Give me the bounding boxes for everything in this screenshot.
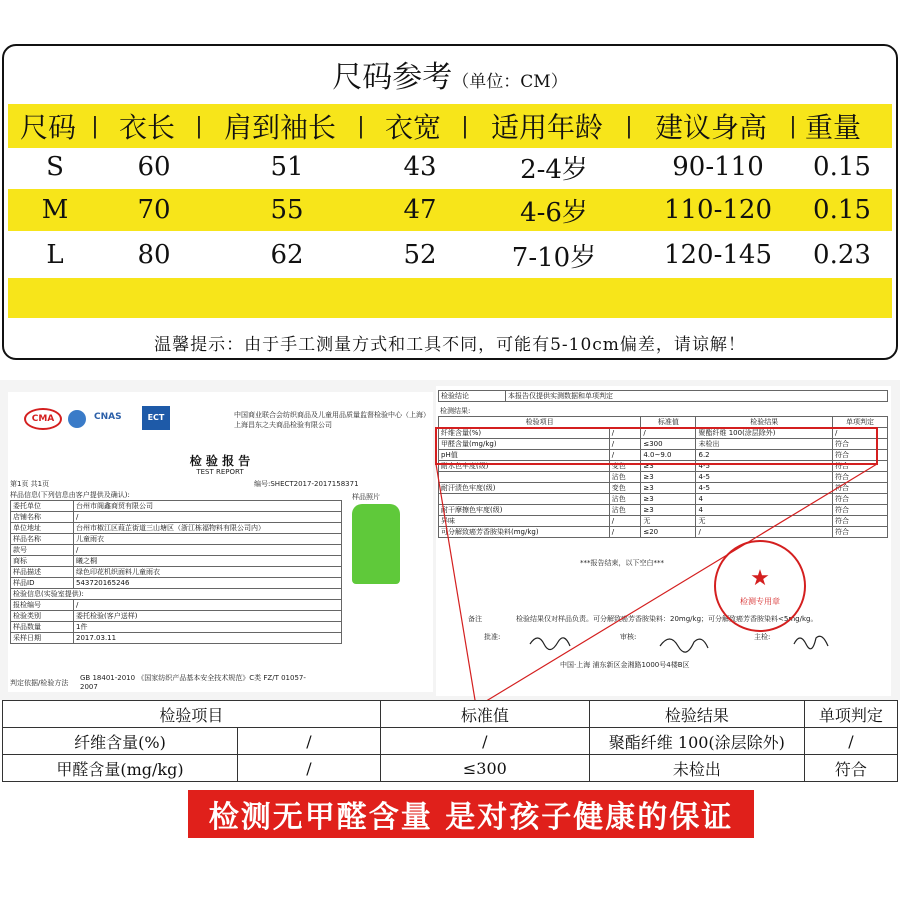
col-header: 检验结果 bbox=[696, 417, 833, 428]
cell: ≤300 bbox=[641, 439, 696, 450]
info-label: 采样日期 bbox=[11, 633, 74, 644]
info-label: 检验类别 bbox=[11, 611, 74, 622]
cma-logo: CMA bbox=[24, 408, 62, 430]
table-row bbox=[3, 728, 898, 755]
sign-main-label: 主检: bbox=[754, 633, 771, 641]
header-sleeve: 肩到袖长 bbox=[223, 111, 336, 144]
blank-note: ***报告结束，以下空白*** bbox=[580, 559, 664, 567]
enlarged-results-table bbox=[2, 700, 898, 782]
header-width: 衣宽 bbox=[384, 111, 441, 144]
cell-length: 70 bbox=[137, 195, 171, 225]
info-label: 报检编号 bbox=[11, 600, 74, 611]
cell-height: 120-145 bbox=[663, 240, 773, 270]
page-info: 第1页 共1页 bbox=[10, 480, 50, 488]
col-header: 检验项目 bbox=[439, 417, 641, 428]
cell: ≤300 bbox=[380, 755, 589, 782]
col-header: 单项判定 bbox=[804, 701, 897, 728]
cell: 符合 bbox=[833, 439, 888, 450]
cell: 无 bbox=[641, 516, 696, 527]
col-header: 检验结果 bbox=[589, 701, 804, 728]
cell-height: 110-120 bbox=[663, 195, 773, 225]
section-lab-info: 检验信息(实验室提供): bbox=[11, 589, 342, 600]
org-line2: 上海昌东之夫商品检验有限公司 bbox=[234, 421, 332, 429]
method-label: 判定依据/检验方法 bbox=[10, 679, 69, 687]
cell: ≤20 bbox=[641, 527, 696, 538]
separator: | bbox=[461, 113, 469, 139]
info-value: 5437201​65246 bbox=[74, 578, 342, 589]
cell: ≥3 bbox=[641, 494, 696, 505]
info-value: 委托检验(客户送样) bbox=[74, 611, 342, 622]
table-row bbox=[3, 755, 898, 782]
cell: 4.0~9.0 bbox=[641, 450, 696, 461]
cell: 4-5 bbox=[696, 472, 833, 483]
note-value: 检验结果仅对样品负责。可分解致癌芳香胺染料：20mg/kg；可分解致癌芳香胺染料<5mg/kg。 bbox=[516, 615, 818, 623]
header-length: 衣长 bbox=[118, 111, 175, 144]
cell: 4-5 bbox=[696, 483, 833, 494]
cell: 未检出 bbox=[696, 439, 833, 450]
cell: 符合 bbox=[833, 450, 888, 461]
separator: | bbox=[625, 113, 633, 139]
separator: | bbox=[91, 113, 99, 139]
cell-size: M bbox=[41, 195, 69, 225]
cell: 变色 bbox=[609, 483, 641, 494]
cell-weight: 0.23 bbox=[813, 240, 871, 270]
cell-age: 7-10岁 bbox=[511, 242, 597, 273]
cell: 符合 bbox=[804, 755, 897, 782]
cell: 纤维含量(%) bbox=[3, 728, 238, 755]
info-value: / bbox=[74, 545, 342, 556]
note-label: 备注 bbox=[468, 615, 482, 623]
cell: 符合 bbox=[833, 494, 888, 505]
info-value: 曦之桐 bbox=[74, 556, 342, 567]
section-sample-info: 样品信息(下列信息由客户提供及确认): bbox=[10, 491, 130, 499]
cell: / bbox=[609, 450, 641, 461]
cell: 甲醛含量(mg/kg) bbox=[3, 755, 238, 782]
report-address: 中国·上海 浦东新区金湘路1000号4楼B区 bbox=[560, 661, 690, 669]
info-label: 单位地址 bbox=[11, 523, 74, 534]
cell: ≥3 bbox=[641, 505, 696, 516]
cell-length: 80 bbox=[137, 240, 171, 270]
info-value: / bbox=[74, 512, 342, 523]
cell-age: 4-6岁 bbox=[520, 197, 588, 228]
star-icon: ★ bbox=[750, 566, 770, 591]
cell: ≥3 bbox=[641, 461, 696, 472]
cell: 沾色 bbox=[609, 494, 641, 505]
info-value: 台州市椒江区葭芷街道三山塘区（浙江栋福物料有限公司内） bbox=[74, 523, 342, 534]
cell: / bbox=[804, 728, 897, 755]
cell: / bbox=[609, 439, 641, 450]
info-label: 样品数量 bbox=[11, 622, 74, 633]
sign-review-label: 审核: bbox=[620, 633, 637, 641]
cell: 符合 bbox=[833, 483, 888, 494]
report-title: 检 验 报 告 bbox=[189, 454, 251, 468]
separator: | bbox=[357, 113, 365, 139]
promo-banner: 检测无甲醛含量 是对孩子健康的保证 bbox=[188, 790, 754, 838]
info-value: 绿色印花机织面料儿童雨衣 bbox=[74, 567, 342, 578]
header-age: 适用年龄 bbox=[490, 111, 603, 144]
photo-label: 样品照片 bbox=[352, 493, 380, 501]
cell: / bbox=[380, 728, 589, 755]
cell: 沾色 bbox=[609, 505, 641, 516]
info-label: 样品名称 bbox=[11, 534, 74, 545]
cell: 符合 bbox=[833, 516, 888, 527]
info-value: 台州市阁鑫商贸有限公司 bbox=[74, 501, 342, 512]
cell-width: 43 bbox=[403, 152, 437, 182]
cell: 沾色 bbox=[609, 472, 641, 483]
report-number: 编号:SHECT2017-2017158371 bbox=[254, 480, 359, 488]
cell: 4-5 bbox=[696, 461, 833, 472]
cell: 4 bbox=[696, 505, 833, 516]
cell: ≥3 bbox=[641, 472, 696, 483]
cell: 符合 bbox=[833, 461, 888, 472]
cell: / bbox=[696, 527, 833, 538]
cell: 聚酯纤维 100(涂层除外) bbox=[696, 428, 833, 439]
conclusion-value: 本报告仅提供实测数据和单项判定 bbox=[506, 391, 888, 402]
cell: 耐水色牢度(级) bbox=[439, 461, 610, 472]
sign-approve-label: 批准: bbox=[484, 633, 501, 641]
info-label: 款号 bbox=[11, 545, 74, 556]
info-label: 商标 bbox=[11, 556, 74, 567]
cell: / bbox=[609, 428, 641, 439]
cell: 无 bbox=[696, 516, 833, 527]
col-header: 标准值 bbox=[380, 701, 589, 728]
info-label: 样品ID bbox=[11, 578, 74, 589]
separator: | bbox=[789, 113, 797, 139]
cell: pH值 bbox=[439, 450, 610, 461]
cell-weight: 0.15 bbox=[813, 152, 871, 182]
cell-sleeve: 51 bbox=[270, 152, 304, 182]
cell: / bbox=[833, 428, 888, 439]
cell: 6.2 bbox=[696, 450, 833, 461]
cell: 甲醛含量(mg/kg) bbox=[439, 439, 610, 450]
ect-logo: ECT bbox=[142, 406, 170, 430]
cell-weight: 0.15 bbox=[813, 195, 871, 225]
cell-sleeve: 62 bbox=[270, 240, 304, 270]
info-value: 儿童雨衣 bbox=[74, 534, 342, 545]
cell: 纤维含量(%) bbox=[439, 428, 610, 439]
cell: 变色 bbox=[609, 461, 641, 472]
info-label: 委托单位 bbox=[11, 501, 74, 512]
cell-length: 60 bbox=[137, 152, 171, 182]
size-chart-title-text: 尺码参考 bbox=[332, 60, 453, 95]
cell-width: 52 bbox=[403, 240, 437, 270]
col-header: 标准值 bbox=[641, 417, 696, 428]
cell: / bbox=[609, 527, 641, 538]
info-label: 样品描述 bbox=[11, 567, 74, 578]
cell: 聚酯纤维 100(涂层除外) bbox=[589, 728, 804, 755]
cell: 可分解致癌芳香胺染料(mg/kg) bbox=[439, 527, 610, 538]
cell: / bbox=[609, 516, 641, 527]
cell-size: S bbox=[46, 152, 64, 182]
cell: / bbox=[238, 728, 381, 755]
header-height: 建议身高 bbox=[654, 111, 767, 144]
cell-sleeve: 55 bbox=[270, 195, 304, 225]
cell-age: 2-4岁 bbox=[520, 154, 588, 185]
cell: 耐干摩擦色牢度(级) bbox=[439, 505, 610, 516]
table-row bbox=[3, 701, 898, 728]
cell: 符合 bbox=[833, 472, 888, 483]
measurement-tip: 温馨提示：由于手工测量方式和工具不同，可能有5-10cm偏差，请谅解！ bbox=[154, 335, 746, 355]
cell: ≥3 bbox=[641, 483, 696, 494]
info-value: 2017.03.11 bbox=[74, 633, 342, 644]
cell: 符合 bbox=[833, 527, 888, 538]
seal-text: 检测专用章 bbox=[740, 597, 780, 606]
header-weight: 重量 bbox=[804, 111, 861, 144]
cell: 耐汗渍色牢度(级) bbox=[439, 483, 610, 494]
cell: 异味 bbox=[439, 516, 610, 527]
header-size: 尺码 bbox=[19, 111, 76, 144]
cnas-logo: CNAS bbox=[94, 412, 122, 422]
info-label: 店铺名称 bbox=[11, 512, 74, 523]
col-header: 检验项目 bbox=[3, 701, 381, 728]
col-header: 单项判定 bbox=[833, 417, 888, 428]
separator: | bbox=[195, 113, 203, 139]
cell: 4 bbox=[696, 494, 833, 505]
cell-width: 47 bbox=[403, 195, 437, 225]
cell: / bbox=[641, 428, 696, 439]
info-value: / bbox=[74, 600, 342, 611]
cell: 符合 bbox=[833, 505, 888, 516]
cell-height: 90-110 bbox=[672, 152, 764, 182]
results-label: 检测结果: bbox=[440, 407, 471, 415]
org-line1: 中国商业联合会纺织商品及儿童用品质量监督检验中心（上海） bbox=[234, 411, 430, 419]
cell: / bbox=[238, 755, 381, 782]
report-subtitle: TEST REPORT bbox=[196, 468, 244, 476]
conclusion-label: 检验结论 bbox=[439, 391, 506, 402]
cell-size: L bbox=[46, 240, 64, 270]
method-value: GB 18401-2010 《国家纺织产品基本安全技术规范》C类 FZ/T 01057-2007 bbox=[80, 674, 306, 691]
cell: 未检出 bbox=[589, 755, 804, 782]
info-value: 1件 bbox=[74, 622, 342, 633]
size-chart-unit: （单位：CM） bbox=[452, 72, 568, 92]
